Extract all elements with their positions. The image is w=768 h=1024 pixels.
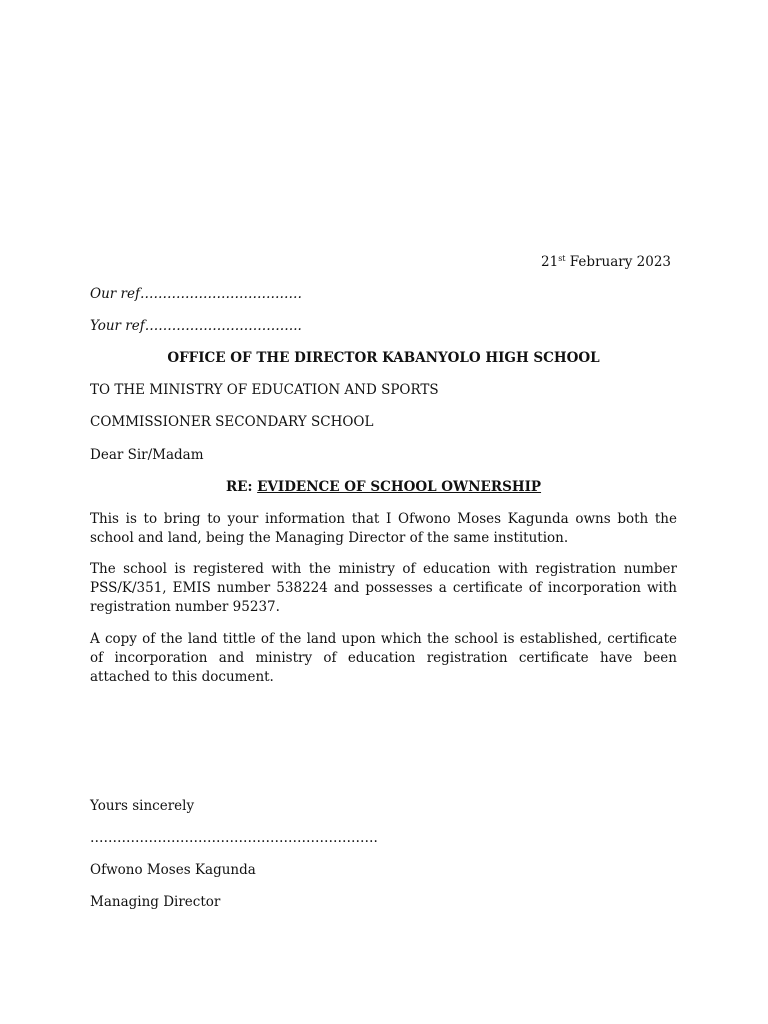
subject-line xyxy=(90,478,677,497)
paragraph-registration: The school is registered with the ministry of education with registration number PSS/K/351, EMIS number 538224 and possesses a certificate of incorporation with registration number 95237. xyxy=(90,561,677,615)
subject-text: EVIDENCE OF SCHOOL OWNERSHIP xyxy=(257,479,542,495)
recipient-line-2: COMMISSIONER SECONDARY SCHOOL xyxy=(90,414,374,430)
salutation: Dear Sir/Madam xyxy=(90,447,204,463)
paragraph-attachments: A copy of the land tittle of the land upon which the school is established, certificate of incorporation and ministry of education registration certificate have been attached to this document. xyxy=(90,631,677,685)
signer-name: Ofwono Moses Kagunda xyxy=(90,862,256,878)
date-day: 21 xyxy=(541,254,559,270)
closing: Yours sincerely xyxy=(90,798,195,814)
letter-date xyxy=(541,253,671,272)
office-heading: OFFICE OF THE DIRECTOR KABANYOLO HIGH SCHOOL xyxy=(167,350,600,366)
recipient-line-1: TO THE MINISTRY OF EDUCATION AND SPORTS xyxy=(90,382,439,398)
our-ref: Our ref……………………………… xyxy=(90,286,302,302)
signer-title: Managing Director xyxy=(90,894,221,910)
paragraph-ownership: This is to bring to your information that I Ofwono Moses Kagunda owns both the school and land, being the Managing Director of the same institution. xyxy=(90,511,677,546)
your-ref: Your ref…………………………….. xyxy=(90,318,302,334)
date-suffix: st xyxy=(558,254,566,263)
date-month-year: February 2023 xyxy=(565,254,671,270)
subject-prefix: RE: xyxy=(225,479,258,495)
signature-line: ………………………………………………………. xyxy=(90,830,378,846)
